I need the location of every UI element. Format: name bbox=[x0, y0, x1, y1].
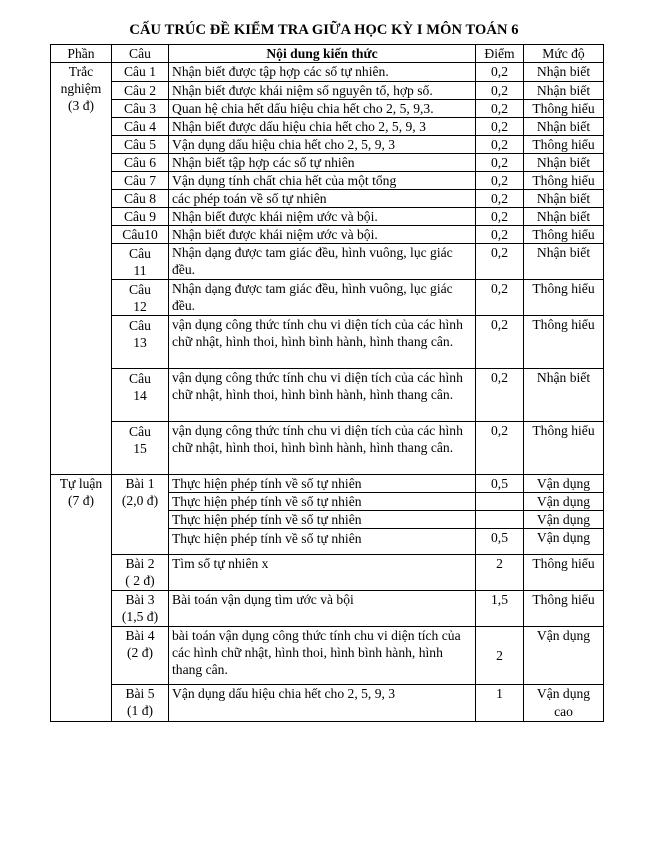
cell-line: (1 đ) bbox=[126, 703, 154, 718]
cell-line: Câu bbox=[129, 318, 151, 333]
table-row bbox=[51, 63, 604, 82]
score-cell bbox=[476, 511, 524, 529]
content-cell: vận dụng công thức tính chu vi diện tích của các hình chữ nhật, hình thoi, hình bình hành, hình thang cân. bbox=[169, 422, 476, 475]
table-row bbox=[51, 136, 604, 154]
content-cell: vận dụng công thức tính chu vi diện tích của các hình chữ nhật, hình thoi, hình bình hành, hình thang cân. bbox=[169, 369, 476, 422]
table-row bbox=[51, 100, 604, 118]
question-cell bbox=[112, 369, 169, 422]
level-cell: Nhận biết bbox=[524, 190, 604, 208]
cell-line: Bài 4 bbox=[125, 628, 155, 643]
question-cell: Câu 8 bbox=[112, 190, 169, 208]
level-cell: Thông hiểu bbox=[524, 172, 604, 190]
question-cell: Câu 9 bbox=[112, 208, 169, 226]
question-cell bbox=[112, 591, 169, 627]
score-cell: 0,2 bbox=[476, 154, 524, 172]
table-row bbox=[51, 226, 604, 244]
score-cell: 0,2 bbox=[476, 190, 524, 208]
level-cell: Vận dụng cao bbox=[524, 685, 604, 722]
question-cell: Câu 2 bbox=[112, 82, 169, 100]
section-label-trac-nghiem bbox=[51, 63, 112, 475]
cell-line: Câu bbox=[129, 246, 151, 261]
score-cell: 0,2 bbox=[476, 118, 524, 136]
table-row bbox=[51, 244, 604, 280]
level-cell: Thông hiểu bbox=[524, 316, 604, 369]
content-cell: Tìm số tự nhiên x bbox=[169, 555, 476, 591]
table-row bbox=[51, 280, 604, 316]
content-cell: Thực hiện phép tính về số tự nhiên bbox=[169, 493, 476, 511]
cell-line: 12 bbox=[133, 299, 147, 314]
content-cell: Vận dụng dấu hiệu chia hết cho 2, 5, 9, 3 bbox=[169, 136, 476, 154]
score-cell: 0,2 bbox=[476, 369, 524, 422]
score-cell: 0,2 bbox=[476, 244, 524, 280]
question-cell bbox=[112, 685, 169, 722]
level-cell: Vận dụng bbox=[524, 529, 604, 555]
score-cell bbox=[476, 493, 524, 511]
score-cell: 0,2 bbox=[476, 280, 524, 316]
cell-line: (2 đ) bbox=[126, 645, 154, 660]
level-cell: Nhận biết bbox=[524, 244, 604, 280]
question-cell bbox=[112, 280, 169, 316]
content-cell: Quan hệ chia hết dấu hiệu chia hết cho 2, 5, 9,3. bbox=[169, 100, 476, 118]
question-cell: Câu 3 bbox=[112, 100, 169, 118]
level-cell: Vận dụng bbox=[524, 493, 604, 511]
cell-line: (1,5 đ) bbox=[121, 609, 159, 624]
level-cell: Nhận biết bbox=[524, 118, 604, 136]
content-cell: các phép toán về số tự nhiên bbox=[169, 190, 476, 208]
question-cell bbox=[112, 475, 169, 555]
table-row bbox=[51, 154, 604, 172]
table-row bbox=[51, 685, 604, 722]
table-header-row bbox=[51, 45, 604, 63]
table-row bbox=[51, 208, 604, 226]
content-cell: Nhận dạng được tam giác đều, hình vuông, lục giác đều. bbox=[169, 244, 476, 280]
content-cell: Thực hiện phép tính về số tự nhiên bbox=[169, 511, 476, 529]
content-cell: Bài toán vận dụng tìm ước và bội bbox=[169, 591, 476, 627]
score-cell: 1,5 bbox=[476, 591, 524, 627]
level-cell: Nhận biết bbox=[524, 63, 604, 82]
question-cell bbox=[112, 555, 169, 591]
table-row bbox=[51, 316, 604, 369]
level-cell: Nhận biết bbox=[524, 369, 604, 422]
section-label-tu-luan bbox=[51, 475, 112, 722]
table-row bbox=[51, 591, 604, 627]
question-cell: Câu 7 bbox=[112, 172, 169, 190]
score-cell: 1 bbox=[476, 685, 524, 722]
content-cell: Nhận biết được khái niệm số nguyên tố, hợp số. bbox=[169, 82, 476, 100]
score-cell: 0,2 bbox=[476, 82, 524, 100]
cell-line: Bài 2 bbox=[125, 556, 155, 571]
table-row bbox=[51, 555, 604, 591]
level-cell: Thông hiểu bbox=[524, 136, 604, 154]
level-cell: Thông hiểu bbox=[524, 591, 604, 627]
content-cell: Vận dụng dấu hiệu chia hết cho 2, 5, 9, 3 bbox=[169, 685, 476, 722]
cell-line: Bài 1 bbox=[125, 476, 155, 491]
table-row bbox=[51, 369, 604, 422]
exam-structure-table bbox=[50, 44, 604, 722]
table-row bbox=[51, 475, 604, 493]
score-cell: 0,2 bbox=[476, 316, 524, 369]
cell-line: Bài 3 bbox=[125, 592, 155, 607]
cell-line: 14 bbox=[133, 388, 147, 403]
content-cell: Thực hiện phép tính về số tự nhiên bbox=[169, 529, 476, 555]
content-cell: Nhận biết được tập hợp các số tự nhiên. bbox=[169, 63, 476, 82]
cell-line: Câu bbox=[129, 424, 151, 439]
table-row bbox=[51, 82, 604, 100]
level-cell: Vận dụng bbox=[524, 475, 604, 493]
question-cell: Câu 1 bbox=[112, 63, 169, 82]
score-cell: 0,2 bbox=[476, 136, 524, 154]
score-cell: 0,2 bbox=[476, 226, 524, 244]
table-row bbox=[51, 627, 604, 685]
cell-line: Câu bbox=[129, 282, 151, 297]
level-cell: Thông hiểu bbox=[524, 100, 604, 118]
cell-line: 15 bbox=[133, 441, 147, 456]
score-cell: 0,2 bbox=[476, 63, 524, 82]
header-part: Phần bbox=[51, 45, 112, 63]
table-row bbox=[51, 190, 604, 208]
question-cell bbox=[112, 244, 169, 280]
question-cell: Câu 6 bbox=[112, 154, 169, 172]
content-cell: Vận dụng tính chất chia hết của một tổng bbox=[169, 172, 476, 190]
question-cell: Câu10 bbox=[112, 226, 169, 244]
question-cell bbox=[112, 627, 169, 685]
level-cell: Thông hiểu bbox=[524, 226, 604, 244]
cell-line: Tự luận bbox=[59, 476, 103, 491]
cell-line: (3 đ) bbox=[67, 98, 95, 113]
content-cell: Nhận biết tập hợp các số tự nhiên bbox=[169, 154, 476, 172]
cell-line: ( 2 đ) bbox=[125, 573, 155, 588]
content-cell: Nhận biết được khái niệm ước và bội. bbox=[169, 208, 476, 226]
cell-line: (7 đ) bbox=[67, 493, 95, 508]
header-level: Mức độ bbox=[524, 45, 604, 63]
level-cell: Nhận biết bbox=[524, 208, 604, 226]
level-cell: Thông hiểu bbox=[524, 555, 604, 591]
score-cell: 2 bbox=[476, 555, 524, 591]
header-score: Điểm bbox=[476, 45, 524, 63]
question-cell: Câu 5 bbox=[112, 136, 169, 154]
score-cell: 0,5 bbox=[476, 475, 524, 493]
question-cell: Câu 4 bbox=[112, 118, 169, 136]
content-cell: Thực hiện phép tính về số tự nhiên bbox=[169, 475, 476, 493]
content-cell: vận dụng công thức tính chu vi diện tích của các hình chữ nhật, hình thoi, hình bình hành, hình thang cân. bbox=[169, 316, 476, 369]
score-cell: 2 bbox=[476, 627, 524, 685]
cell-line: (2,0 đ) bbox=[121, 493, 159, 508]
content-cell: bài toán vận dụng công thức tính chu vi diện tích của các hình chữ nhật, hình thoi, hình bình hành, hình thang cân. bbox=[169, 627, 476, 685]
cell-line: 11 bbox=[133, 263, 147, 278]
table-row bbox=[51, 422, 604, 475]
level-cell: Thông hiểu bbox=[524, 280, 604, 316]
level-cell: Thông hiểu bbox=[524, 422, 604, 475]
score-cell: 0,5 bbox=[476, 529, 524, 555]
cell-line: 13 bbox=[133, 335, 147, 350]
level-cell: Nhận biết bbox=[524, 82, 604, 100]
content-cell: Nhận biết được dấu hiệu chia hết cho 2, 5, 9, 3 bbox=[169, 118, 476, 136]
question-cell bbox=[112, 422, 169, 475]
document-title: CẤU TRÚC ĐỀ KIỂM TRA GIỮA HỌC KỲ I MÔN TOÁN 6 bbox=[129, 22, 519, 38]
cell-line: Bài 5 bbox=[125, 686, 155, 701]
question-cell bbox=[112, 316, 169, 369]
content-cell: Nhận biết được khái niệm ước và bội. bbox=[169, 226, 476, 244]
level-cell: Nhận biết bbox=[524, 154, 604, 172]
score-cell: 0,2 bbox=[476, 100, 524, 118]
score-cell: 0,2 bbox=[476, 422, 524, 475]
cell-line: nghiệm bbox=[60, 81, 102, 96]
level-cell: Vận dụng bbox=[524, 511, 604, 529]
cell-line: Câu bbox=[129, 371, 151, 386]
score-cell: 0,2 bbox=[476, 172, 524, 190]
cell-line: Trắc bbox=[68, 64, 94, 79]
table-row bbox=[51, 172, 604, 190]
score-cell: 0,2 bbox=[476, 208, 524, 226]
level-cell: Vận dụng bbox=[524, 627, 604, 685]
header-question: Câu bbox=[112, 45, 169, 63]
header-content: Nội dung kiến thức bbox=[169, 45, 476, 63]
content-cell: Nhận dạng được tam giác đều, hình vuông, lục giác đều. bbox=[169, 280, 476, 316]
table-row bbox=[51, 118, 604, 136]
